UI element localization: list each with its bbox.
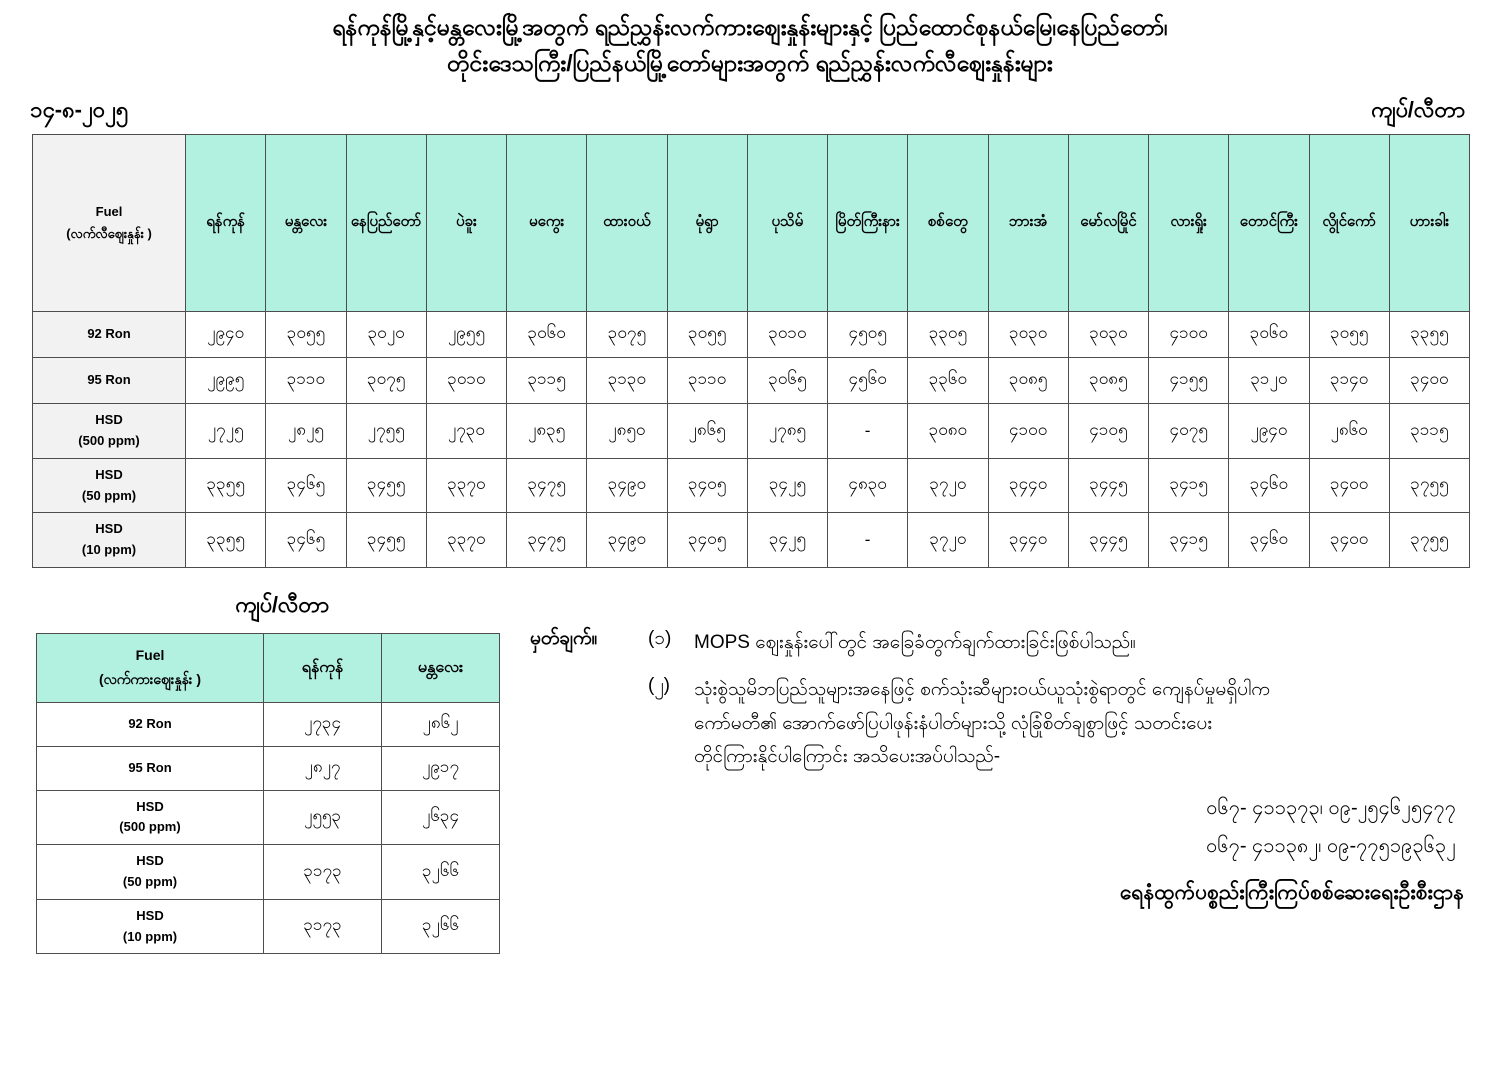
cell-r4c6: ၃၄၀၅ [667,513,747,568]
row-label-1 [33,358,186,404]
table-header-row [33,135,1470,312]
cell-r0c15: ၃၃၅၅ [1389,312,1469,358]
row-label-line-1: 95 Ron [87,372,131,388]
lower-section [0,568,1500,954]
cell-r1c3: ၃၀၁၀ [426,358,506,404]
cell-r2c13: ၂၉၄၀ [1229,404,1309,459]
cell-w0c1: ၂၈၆၂ [382,702,500,746]
column-header-city-0 [186,135,266,312]
cell-w4c1: ၃၂၆၆ [382,899,500,954]
cell-r0c0: ၂၉၄၀ [186,312,266,358]
city-label: စစ်တွေ [928,213,968,231]
table-row [37,845,500,900]
cell-r0c9: ၃၃၀၅ [908,312,988,358]
city-label: ပုသိမ် [771,213,804,231]
cell-r4c15: ၃၇၅၅ [1389,513,1469,568]
note-number-2: (၂) [648,675,670,697]
cell-r4c2: ၃၄၅၅ [346,513,426,568]
page-title [0,0,1500,81]
cell-r0c7: ၃၀၁၀ [747,312,827,358]
table-row [37,790,500,845]
cell-r3c13: ၃၄၆၀ [1229,458,1309,513]
cell-r0c4: ၃၀၆၀ [507,312,587,358]
row-label-line-1: HSD [136,798,164,814]
column-header-city-6 [667,135,747,312]
cell-r4c14: ၃၄၀၀ [1309,513,1389,568]
column-header-city-7 [747,135,827,312]
row-label-line-1: 92 Ron [128,715,172,731]
cell-r1c9: ၃၃၆၀ [908,358,988,404]
title-line-1: ရန်ကုန်မြို့နှင့်မန္တလေးမြို့အတွက် ရည်ညွှန်းလက်ကားဈေးနှုန်းများနှင့် ပြည်ထောင်စုနယ်မြေ၊နေပြည်တော်၊ [332,14,1168,40]
city-label: ရန်ကုန် [206,213,246,231]
wholesale-section [32,590,502,954]
cell-r0c2: ၃၀၂၀ [346,312,426,358]
table-row [33,404,1470,459]
cell-r1c12: ၄၁၅၅ [1149,358,1229,404]
wholesale-price-table [36,633,500,954]
row-label-line-2: (10 ppm) [81,542,137,558]
cell-r4c5: ၃၄၉၀ [587,513,667,568]
city-label: မြိတ်ကြီးနား [835,213,900,231]
cell-r4c4: ၃၄၇၅ [507,513,587,568]
cell-r3c10: ၃၄၄၀ [988,458,1068,513]
cell-w3c0: ၃၁၇၃ [264,845,382,900]
city-label: လားရှိုး [1170,213,1207,231]
row-label-line-2: (50 ppm) [81,487,137,503]
cell-r2c5: ၂၈၅၀ [587,404,667,459]
cell-r3c12: ၃၄၁၅ [1149,458,1229,513]
column-header-city-15 [1389,135,1469,312]
city-label: တောင်ကြီး [1239,213,1298,231]
cell-r2c0: ၂၇၂၅ [186,404,266,459]
fuel-header-line-1: Fuel [95,204,123,220]
cell-r3c8: ၄၈၃၀ [828,458,908,513]
table-header-row [37,634,500,703]
retail-table-body [33,312,1470,568]
note-text-2-line-3: တိုင်ကြားနိုင်ပါကြောင်း အသိပေးအပ်ပါသည်- [694,745,1001,767]
column-header-city-10 [988,135,1068,312]
column-header-city-0: ရန်ကုန် [264,634,382,703]
table-row [33,312,1470,358]
cell-r2c15: ၃၁၁၅ [1389,404,1469,459]
cell-r1c7: ၃၀၆၅ [747,358,827,404]
cell-r1c4: ၃၁၁၅ [507,358,587,404]
column-header-city-13 [1229,135,1309,312]
row-label-3 [33,458,186,513]
note-text-2-line-1: သုံးစွဲသူမိဘပြည်သူများအနေဖြင့် စက်သုံးဆီများဝယ်ယူသုံးစွဲရာတွင် ကျေနပ်မှုမရှိပါက [694,679,1270,701]
cell-r2c7: ၂၇၈၅ [747,404,827,459]
table-row [33,358,1470,404]
retail-price-table [32,134,1470,568]
cell-r0c8: ၄၅၀၅ [828,312,908,358]
column-header-city-11 [1068,135,1148,312]
cell-w2c0: ၂၅၅၃ [264,790,382,845]
cell-r1c11: ၃၀၈၅ [1068,358,1148,404]
cell-w2c1: ၂၆၃၄ [382,790,500,845]
cell-r2c6: ၂၈၆၅ [667,404,747,459]
row-label-line-1: HSD [136,907,164,923]
cell-r3c5: ၃၄၉၀ [587,458,667,513]
row-label-line-1: HSD [95,466,123,482]
cell-r0c3: ၂၉၅၅ [426,312,506,358]
cell-r2c12: ၄၀၇၅ [1149,404,1229,459]
row-label-3 [37,845,264,900]
fuel-header-line-2: (လက်ကားဈေးနှုန်း ) [98,670,202,687]
issuing-department: ရေနံထွက်ပစ္စည်းကြီးကြပ်စစ်ဆေးရေးဦးစီးဌာန [1120,881,1464,905]
city-label: မကွေး [529,213,565,231]
cell-r3c15: ၃၇၅၅ [1389,458,1469,513]
table-row [37,746,500,790]
publication-date: ၁၄-၈-၂၀၂၅ [30,97,129,123]
row-label-line-1: 92 Ron [87,326,131,342]
row-label-4 [37,899,264,954]
column-header-fuel [33,135,186,312]
column-header-city-1 [266,135,346,312]
cell-r0c14: ၃၀၅၅ [1309,312,1389,358]
city-label: လွိုင်ကော် [1322,213,1376,231]
cell-r1c6: ၃၁၁၀ [667,358,747,404]
note-text-1: MOPS ဈေးနှုန်းပေါ်တွင် အခြေခံတွက်ချက်ထားခြင်းဖြစ်ပါသည်။ [694,632,1136,654]
table-row [37,899,500,954]
cell-r1c5: ၃၁၃၀ [587,358,667,404]
meta-row [0,81,1500,134]
retail-table-head [33,135,1470,312]
row-label-line-1: HSD [136,853,164,869]
table-row [37,702,500,746]
cell-r1c2: ၃၀၇၅ [346,358,426,404]
cell-r1c8: ၄၅၆၀ [828,358,908,404]
row-label-line-2: (500 ppm) [119,819,181,835]
column-header-city-3 [426,135,506,312]
note-text-2 [694,673,1470,773]
wholesale-table-body [37,702,500,954]
fuel-header-line-2: (လက်လီဈေးနှုန်း ) [66,226,152,242]
cell-r3c0: ၃၃၅၅ [186,458,266,513]
cell-r4c7: ၃၄၂၅ [747,513,827,568]
cell-w1c0: ၂၈၂၇ [264,746,382,790]
cell-r0c12: ၄၁၀၀ [1149,312,1229,358]
wholesale-table-head [37,634,500,703]
unit-label-wholesale: ကျပ်/လီတာ [234,592,330,618]
cell-r0c5: ၃၀၇၅ [587,312,667,358]
retail-price-table-wrap [0,134,1500,568]
row-label-0 [33,312,186,358]
column-header-city-4 [507,135,587,312]
cell-r0c13: ၃၀၆၀ [1229,312,1309,358]
cell-r3c1: ၃၄၆၅ [266,458,346,513]
cell-r2c14: ၂၈၆၀ [1309,404,1389,459]
cell-r2c9: ၃၀၈၀ [908,404,988,459]
column-header-city-1: မန္တလေး [382,634,500,703]
note-item-1 [530,626,1470,659]
note-item-2 [530,673,1470,773]
row-label-0 [37,702,264,746]
row-label-line-1: 95 Ron [128,759,172,775]
cell-r4c3: ၃၃၇၀ [426,513,506,568]
cell-r3c14: ၃၄၀၀ [1309,458,1389,513]
row-label-line-1: HSD [95,412,123,428]
cell-r1c15: ၃၄၀၀ [1389,358,1469,404]
column-header-city-2 [346,135,426,312]
column-header-fuel [37,634,264,703]
cell-r0c11: ၃၀၃၀ [1068,312,1148,358]
cell-r1c1: ၃၁၁၀ [266,358,346,404]
notes-section [502,590,1470,910]
cell-w1c1: ၂၉၁၇ [382,746,500,790]
city-label: ဘားအံ [1009,213,1048,231]
title-line-2: တိုင်းဒေသကြီး/ပြည်နယ်မြို့တော်များအတွက် ရည်ညွှန်းလက်လီဈေးနှုန်းများ [447,49,1053,76]
cell-r1c0: ၂၉၉၅ [186,358,266,404]
cell-r1c13: ၃၁၂၀ [1229,358,1309,404]
notes-label: မှတ်ချက်။ [530,628,598,650]
city-label: ပဲခူး [455,213,477,231]
row-label-line-2: (10 ppm) [122,928,178,944]
fuel-header-line-1: Fuel [135,647,165,664]
city-label: မော်လမြိုင် [1080,213,1137,231]
cell-r3c7: ၃၄၂၅ [747,458,827,513]
cell-r2c2: ၂၇၅၅ [346,404,426,459]
cell-w0c0: ၂၇၃၄ [264,702,382,746]
cell-r4c0: ၃၃၅၅ [186,513,266,568]
cell-r3c6: ၃၄၀၅ [667,458,747,513]
cell-r2c10: ၄၁၀၀ [988,404,1068,459]
contact-phones [530,789,1470,865]
city-label: နေပြည်တော် [350,213,422,231]
table-row [33,513,1470,568]
column-header-city-14 [1309,135,1389,312]
city-label: မုံရွာ [695,213,719,231]
note-text-2-line-2: ကော်မတီ၏ အောက်ဖော်ပြပါဖုန်းနံပါတ်များသို့ လုံခြုံစိတ်ချစွာဖြင့် သတင်းပေး [694,712,1213,734]
cell-w4c0: ၃၁၇၃ [264,899,382,954]
city-label: မန္တလေး [284,213,328,231]
cell-r4c13: ၃၄၆၀ [1229,513,1309,568]
cell-r3c3: ၃၃၇၀ [426,458,506,513]
city-label: ထားဝယ် [603,213,651,231]
row-label-2 [33,404,186,459]
cell-r4c9: ၃၇၂၀ [908,513,988,568]
column-header-city-9 [908,135,988,312]
cell-r0c1: ၃၀၅၅ [266,312,346,358]
column-header-city-5 [587,135,667,312]
row-label-line-2: (50 ppm) [122,874,178,890]
cell-r3c11: ၃၄၄၅ [1068,458,1148,513]
phone-line-1: ၀၆၇- ၄၁၁၃၇၃၊ ၀၉-၂၅၄၆၂၅၄၇၇ [1206,797,1456,820]
table-row [33,458,1470,513]
cell-w3c1: ၃၂၆၆ [382,845,500,900]
column-header-city-8 [828,135,908,312]
cell-r3c9: ၃၇၂၀ [908,458,988,513]
row-label-2 [37,790,264,845]
row-label-line-1: HSD [95,521,123,537]
row-label-1 [37,746,264,790]
cell-r4c8: - [828,513,908,568]
cell-r4c11: ၃၄၄၅ [1068,513,1148,568]
cell-r2c8: - [828,404,908,459]
city-label: ဟားခါး [1409,213,1450,231]
cell-r3c2: ၃၄၅၅ [346,458,426,513]
cell-r1c14: ၃၁၄၀ [1309,358,1389,404]
cell-r2c1: ၂၈၂၅ [266,404,346,459]
row-label-4 [33,513,186,568]
column-header-city-12 [1149,135,1229,312]
unit-label-retail: ကျပ်/လီတာ [1370,97,1465,123]
note-number-1: (၁) [648,628,672,650]
cell-r1c10: ၃၀၈၅ [988,358,1068,404]
row-label-line-2: (500 ppm) [78,433,140,449]
cell-r4c10: ၃၄၄၀ [988,513,1068,568]
cell-r2c3: ၂၇၃၀ [426,404,506,459]
cell-r0c10: ၃၀၃၀ [988,312,1068,358]
cell-r2c11: ၄၁၀၅ [1068,404,1148,459]
cell-r3c4: ၃၄၇၅ [507,458,587,513]
cell-r4c12: ၃၄၁၅ [1149,513,1229,568]
cell-r2c4: ၂၈၃၅ [507,404,587,459]
cell-r4c1: ၃၄၆၅ [266,513,346,568]
phone-line-2: ၀၆၇- ၄၁၁၃၈၂၊ ၀၉-၇၇၅၁၉၃၆၃၂ [1206,835,1456,858]
cell-r0c6: ၃၀၅၅ [667,312,747,358]
